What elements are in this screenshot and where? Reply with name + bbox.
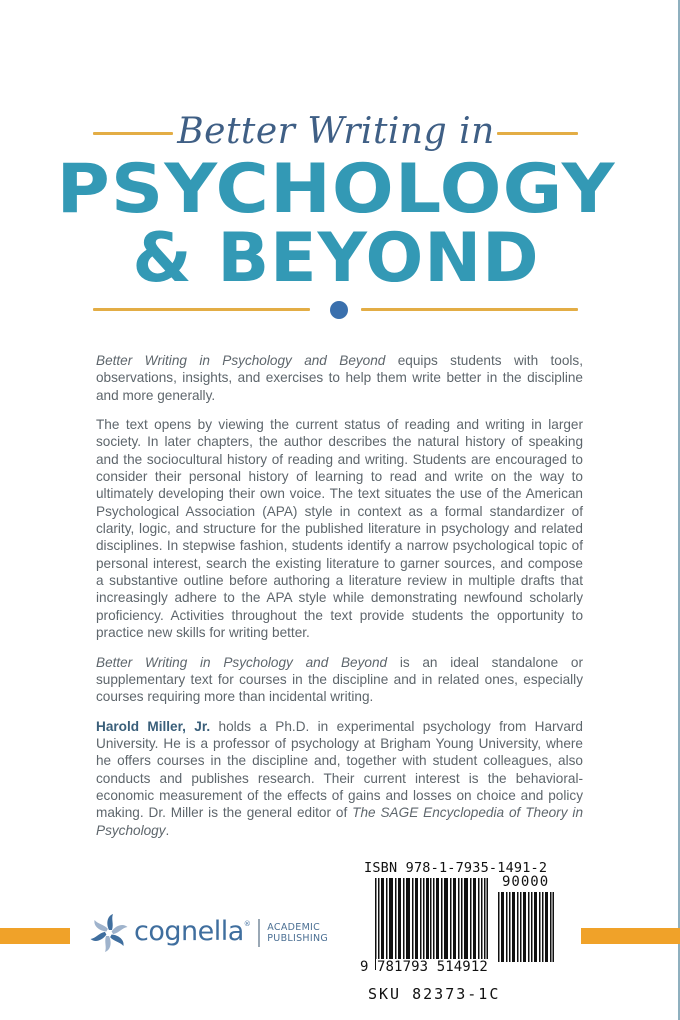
publisher-logo bbox=[88, 913, 328, 953]
bottom-right-rule bbox=[361, 308, 578, 311]
ean13-bars bbox=[375, 878, 488, 970]
publisher-tagline: ACADEMIC PUBLISHING bbox=[267, 922, 329, 944]
description-paragraph-3: Better Writing in Psychology and Beyond is an ideal standalone or supplementary text for courses in the discipline and in related ones, especially courses requiring more than incidental writing. bbox=[96, 654, 583, 705]
book-title-italic: Better Writing in Psychology and Beyond bbox=[96, 353, 386, 368]
back-cover-description bbox=[96, 352, 583, 851]
book-subtitle: Better Writing in bbox=[177, 111, 495, 152]
isbn-barcode bbox=[360, 858, 554, 1000]
bottom-left-rule bbox=[93, 308, 310, 311]
book-title-line-2: & BEYOND bbox=[132, 219, 540, 298]
addon-bars bbox=[498, 892, 554, 962]
book-title-italic: Better Writing in Psychology and Beyond bbox=[96, 654, 388, 670]
description-paragraph-2: The text opens by viewing the current status of reading and writing in larger society. In later chapters, the author describes the natural history of speaking and the sociocultural history of reading and writing. Students are encouraged to consider their personal history of learning to read and write on the way to ultimately developing their own voice. The text situates the use of the American Psychological Association (APA) style in context as a formal standardizer of clarity, logic, and structure for the published literature in psychology and related disciplines. In stepwise fashion, students identify a narrow psychological topic of personal interest, search the existing literature to garner sources, and compose a substantive outline before authoring a literature review in multiple drafts that increasingly adhere to the APA style while demonstrating newfound scholarly proficiency. Activities throughout the text provide students the opportunity to practice new skills for writing better. bbox=[96, 417, 583, 641]
publisher-name: cognella® bbox=[134, 915, 251, 947]
price-addon-number: 90000 bbox=[502, 874, 550, 890]
author-name: Harold Miller, Jr. bbox=[96, 718, 211, 734]
book-title-line-1: PSYCHOLOGY bbox=[56, 150, 616, 229]
isbn-label: ISBN 978-1-7935-1491-2 bbox=[364, 860, 548, 876]
cognella-pinwheel-icon bbox=[88, 912, 130, 954]
registered-mark: ® bbox=[243, 919, 251, 928]
referenced-book-title: The SAGE Encyclopedia of Theory in Psychology bbox=[96, 805, 584, 838]
ean-first-digit: 9 bbox=[360, 959, 369, 975]
accent-bar-left bbox=[0, 928, 70, 944]
logo-separator bbox=[258, 919, 260, 947]
accent-bar-right bbox=[581, 928, 680, 944]
author-bio: Harold Miller, Jr. holds a Ph.D. in experimental psychology from Harvard University. He is a professor of psychology at Brigham Young University, where he offers courses in the discipline and, together with student colleagues, also conducts and publishes research. Their current interest is the behavioral-economic measurement of the effects of gains and losses on choice and policy making. Dr. Miller is the general editor of The SAGE Encyclopedia of Theory in Psychology. bbox=[96, 718, 584, 838]
ean-digits: 781793 514912 bbox=[377, 959, 488, 975]
description-paragraph-1: Better Writing in Psychology and Beyond equips students with tools, observations, insights, and exercises to help them write better in the discipline and more generally. bbox=[96, 353, 584, 403]
title-divider-dot bbox=[330, 301, 348, 319]
sku-label: SKU 82373-1C bbox=[368, 985, 501, 1003]
